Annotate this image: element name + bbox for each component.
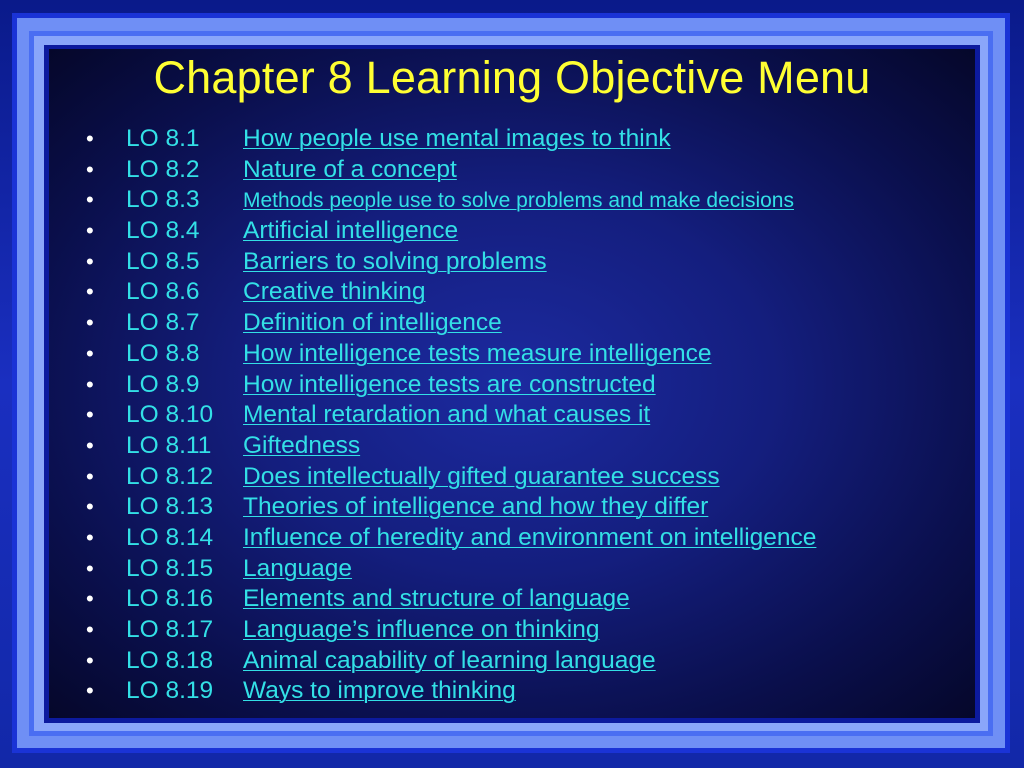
bullet-icon: • [86,617,94,642]
lo-description: Elements and structure of language [243,585,630,613]
lo-code: LO 8.12 [126,462,214,490]
lo-link-8-16[interactable] [126,584,630,615]
lo-code: LO 8.14 [126,523,214,551]
lo-description: Barriers to solving problems [243,247,547,275]
bullet-icon: • [86,340,94,366]
lo-description: Mental retardation and what causes it [243,401,651,429]
lo-code: LO 8.2 [126,155,200,183]
lo-link-8-7[interactable] [126,308,502,339]
lo-description: Animal capability of learning language [243,646,656,674]
lo-code: LO 8.18 [126,646,214,674]
lo-link-8-8[interactable] [126,339,711,370]
bullet-icon: • [86,187,94,213]
lo-code: LO 8.16 [126,585,214,613]
lo-code: LO 8.1 [126,125,200,152]
lo-link-8-11[interactable] [126,431,360,462]
bullet-icon: • [86,586,94,612]
bullet-icon: • [86,279,94,305]
lo-link-8-9[interactable] [126,370,656,401]
lo-link-8-6[interactable] [126,277,425,308]
bullet-icon: • [86,647,94,673]
lo-description: Language’s influence on thinking [243,616,600,643]
lo-description: Does intellectually gifted guarantee success [243,462,720,490]
bullet-icon: • [86,494,94,520]
bullet-icon: • [86,555,94,581]
bullet-icon: • [86,126,94,151]
lo-link-8-13[interactable] [126,492,708,523]
bullet-icon: • [86,678,94,704]
lo-link-8-10[interactable] [126,400,650,431]
bullet-icon: • [86,432,94,458]
lo-description: Definition of intelligence [243,309,502,337]
lo-link-8-3[interactable] [126,185,794,217]
lo-description: Theories of intelligence and how they differ [243,493,709,521]
bullet-icon: • [86,371,94,397]
lo-link-8-12[interactable] [126,462,720,493]
lo-code: LO 8.19 [126,677,214,705]
lo-code: LO 8.13 [126,493,214,521]
lo-code: LO 8.3 [126,186,200,214]
lo-code: LO 8.8 [126,339,200,367]
bullet-icon: • [86,463,94,489]
lo-description: How people use mental images to think [243,125,671,152]
lo-link-8-19[interactable] [126,676,516,707]
lo-code: LO 8.9 [126,370,200,398]
lo-description: Giftedness [243,431,361,459]
bullet-icon: • [86,218,94,244]
lo-code: LO 8.10 [126,401,214,429]
lo-link-8-2[interactable] [126,155,457,186]
lo-description: Methods people use to solve problems and make decisions [243,189,794,213]
lo-link-8-4[interactable] [126,216,458,247]
bullet-icon: • [86,156,94,182]
bullet-icon: • [86,310,94,336]
lo-link-8-1[interactable] [126,124,671,155]
slide-title: Chapter 8 Learning Objective Menu [153,52,871,103]
lo-description: Artificial intelligence [243,217,459,245]
lo-link-8-14[interactable] [126,523,816,554]
lo-description: Ways to improve thinking [243,677,516,705]
lo-description: How intelligence tests measure intelligence [243,339,712,367]
lo-link-8-5[interactable] [126,247,547,278]
bullet-icon: • [86,248,94,274]
lo-description: Nature of a concept [243,155,457,183]
lo-link-8-18[interactable] [126,646,656,677]
bullet-icon: • [86,524,94,550]
lo-description: Creative thinking [243,278,426,306]
lo-link-8-17[interactable] [126,615,599,646]
lo-code: LO 8.15 [126,554,214,582]
lo-code: LO 8.7 [126,309,200,337]
lo-link-8-15[interactable] [126,554,352,585]
lo-code: LO 8.17 [126,616,214,643]
lo-description: Influence of heredity and environment on intelligence [243,523,817,551]
lo-description: How intelligence tests are constructed [243,370,656,398]
lo-code: LO 8.4 [126,217,200,245]
bullet-icon: • [86,402,94,428]
lo-code: LO 8.5 [126,247,200,275]
lo-code: LO 8.6 [126,278,200,306]
lo-description: Language [243,554,353,582]
lo-code: LO 8.11 [126,431,212,459]
